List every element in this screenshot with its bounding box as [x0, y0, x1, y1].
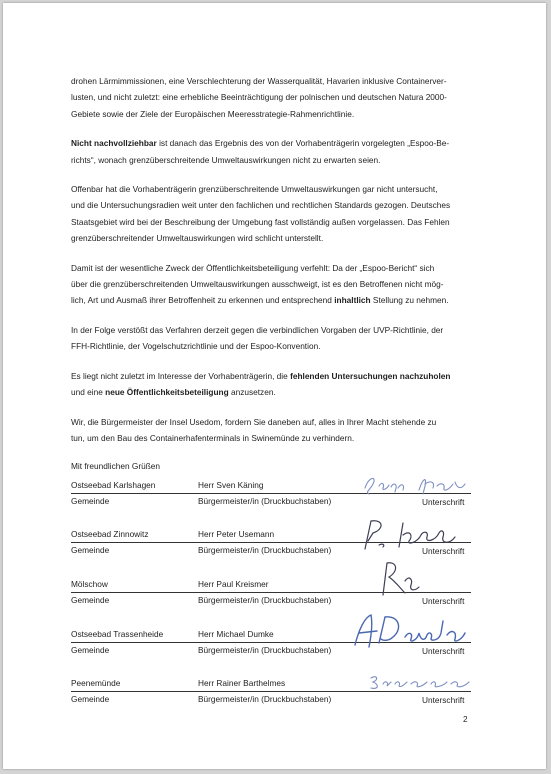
- signature-label: Unterschrift: [422, 596, 465, 606]
- signature-label: Unterschrift: [422, 546, 465, 556]
- community-name: Ostseebad Zinnowitz: [71, 529, 149, 539]
- mayor-name: Herr Peter Usemann: [198, 529, 275, 539]
- mayor-name: Herr Sven Käning: [198, 480, 264, 490]
- handwritten-signature: [375, 559, 425, 599]
- emphasis-text: fehlenden Untersuchungen nachzuholen: [290, 370, 451, 381]
- community-label: Gemeinde: [71, 645, 110, 655]
- paragraph-4: Damit ist der wesentliche Zweck der Öffentlichkeitsbeteiligung verfehlt: Da der „Espoo-Bericht“ sich über die grenzüberschreitenden Umweltauswirkungen ausschweigt, ist es den Betroffenen nicht mög- lich, Art und Ausmaß ihrer Betroffenheit zu erkennen und entsprechend inhaltlich Stellung zu nehmen.: [71, 262, 449, 306]
- paragraph-6: Es liegt nicht zuletzt im Interesse der Vorhabenträgerin, die fehlenden Untersuchungen nachzuholen und eine neue Öffentlichkeitsbeteiligung anzusetzen.: [71, 370, 451, 398]
- mayor-name: Herr Rainer Barthelmes: [198, 678, 286, 688]
- mayor-name: Herr Paul Kreismer: [198, 579, 269, 589]
- community-name: Peenemünde: [71, 678, 121, 688]
- emphasis-text: neue Öffentlichkeitsbeteiligung: [105, 387, 229, 398]
- handwritten-signature: [361, 470, 476, 500]
- emphasis-text: Nicht nachvollziehbar: [71, 138, 157, 149]
- paragraph-7: Wir, die Bürgermeister der Insel Usedom, fordern Sie daneben auf, alles in Ihrer Macht stehende zu tun, um den Bau des Containerhafenterminals in Swinemünde zu verhindern.: [71, 416, 437, 443]
- mayor-label: Bürgermeister/in (Druckbuchstaben): [198, 496, 332, 506]
- community-label: Gemeinde: [71, 545, 110, 555]
- community-label: Gemeinde: [71, 694, 110, 704]
- handwritten-signature: [367, 672, 477, 694]
- signature-block: [71, 629, 471, 663]
- closing-greeting: Mit freundlichen Grüßen: [71, 461, 161, 471]
- letter-body: [71, 73, 479, 446]
- mayor-label: Bürgermeister/in (Druckbuchstaben): [198, 545, 332, 555]
- mayor-name: Herr Michael Dumke: [198, 629, 274, 639]
- page-number: 2: [463, 714, 468, 724]
- community-label: Gemeinde: [71, 595, 110, 605]
- mayor-label: Bürgermeister/in (Druckbuchstaben): [198, 694, 332, 704]
- paragraph-3: Offenbar hat die Vorhabenträgerin grenzüberschreitende Umweltauswirkungen gar nicht untersucht, und die Untersuchungsradien weit unter den fachlichen und rechtlichen Standards gezogen. Deutsches Staatsgebiet wird bei der Beschreibung der Umgebung fast vollständig außen vorgelassen. Das Fehlen grenzüberschreitender Umweltauswirkungen wird schlicht unterstellt.: [71, 184, 451, 244]
- paragraph-5: In der Folge verstößt das Verfahren derzeit gegen die verbindlichen Vorgaben der UVP-Richtlinie, der FFH-Richtlinie, der Vogelschutzrichtlinie und der Espoo-Konvention.: [71, 324, 444, 352]
- signature-block: [71, 480, 471, 514]
- signature-label: Unterschrift: [422, 646, 465, 656]
- paragraph-2: Nicht nachvollziehbar ist danach das Ergebnis des von der Vorhabenträgerin vorgelegten „Espoo-Be- richts“, wonach grenzüberschreitende Umweltauswirkungen nicht zu erwarten seien.: [71, 138, 450, 165]
- emphasis-text: inhaltlich: [334, 295, 371, 306]
- signature-label: Unterschrift: [422, 695, 465, 705]
- signature-block: [71, 678, 471, 712]
- community-name: Ostseebad Karlshagen: [71, 480, 156, 490]
- mayor-label: Bürgermeister/in (Druckbuchstaben): [198, 645, 332, 655]
- handwritten-signature: [349, 611, 475, 651]
- paragraph-1: drohen Lärmimmissionen, eine Verschlechterung der Wasserqualität, Havarien inklusive Containerver- lusten, und nicht zuletzt: eine erhebliche Beeinträchtigung der polnischen und deutschen Natura 2000- Gebiete sowie der Ziele der Europäischen Meeresstrategie-Rahmenrichtlinie.: [71, 76, 447, 119]
- signature-label: Unterschrift: [422, 497, 465, 507]
- mayor-label: Bürgermeister/in (Druckbuchstaben): [198, 595, 332, 605]
- community-name: Ostseebad Trassenheide: [71, 629, 164, 639]
- signature-block: [71, 579, 471, 613]
- community-name: Mölschow: [71, 579, 108, 589]
- document-page: [3, 3, 546, 769]
- signature-block: [71, 529, 471, 563]
- community-label: Gemeinde: [71, 496, 110, 506]
